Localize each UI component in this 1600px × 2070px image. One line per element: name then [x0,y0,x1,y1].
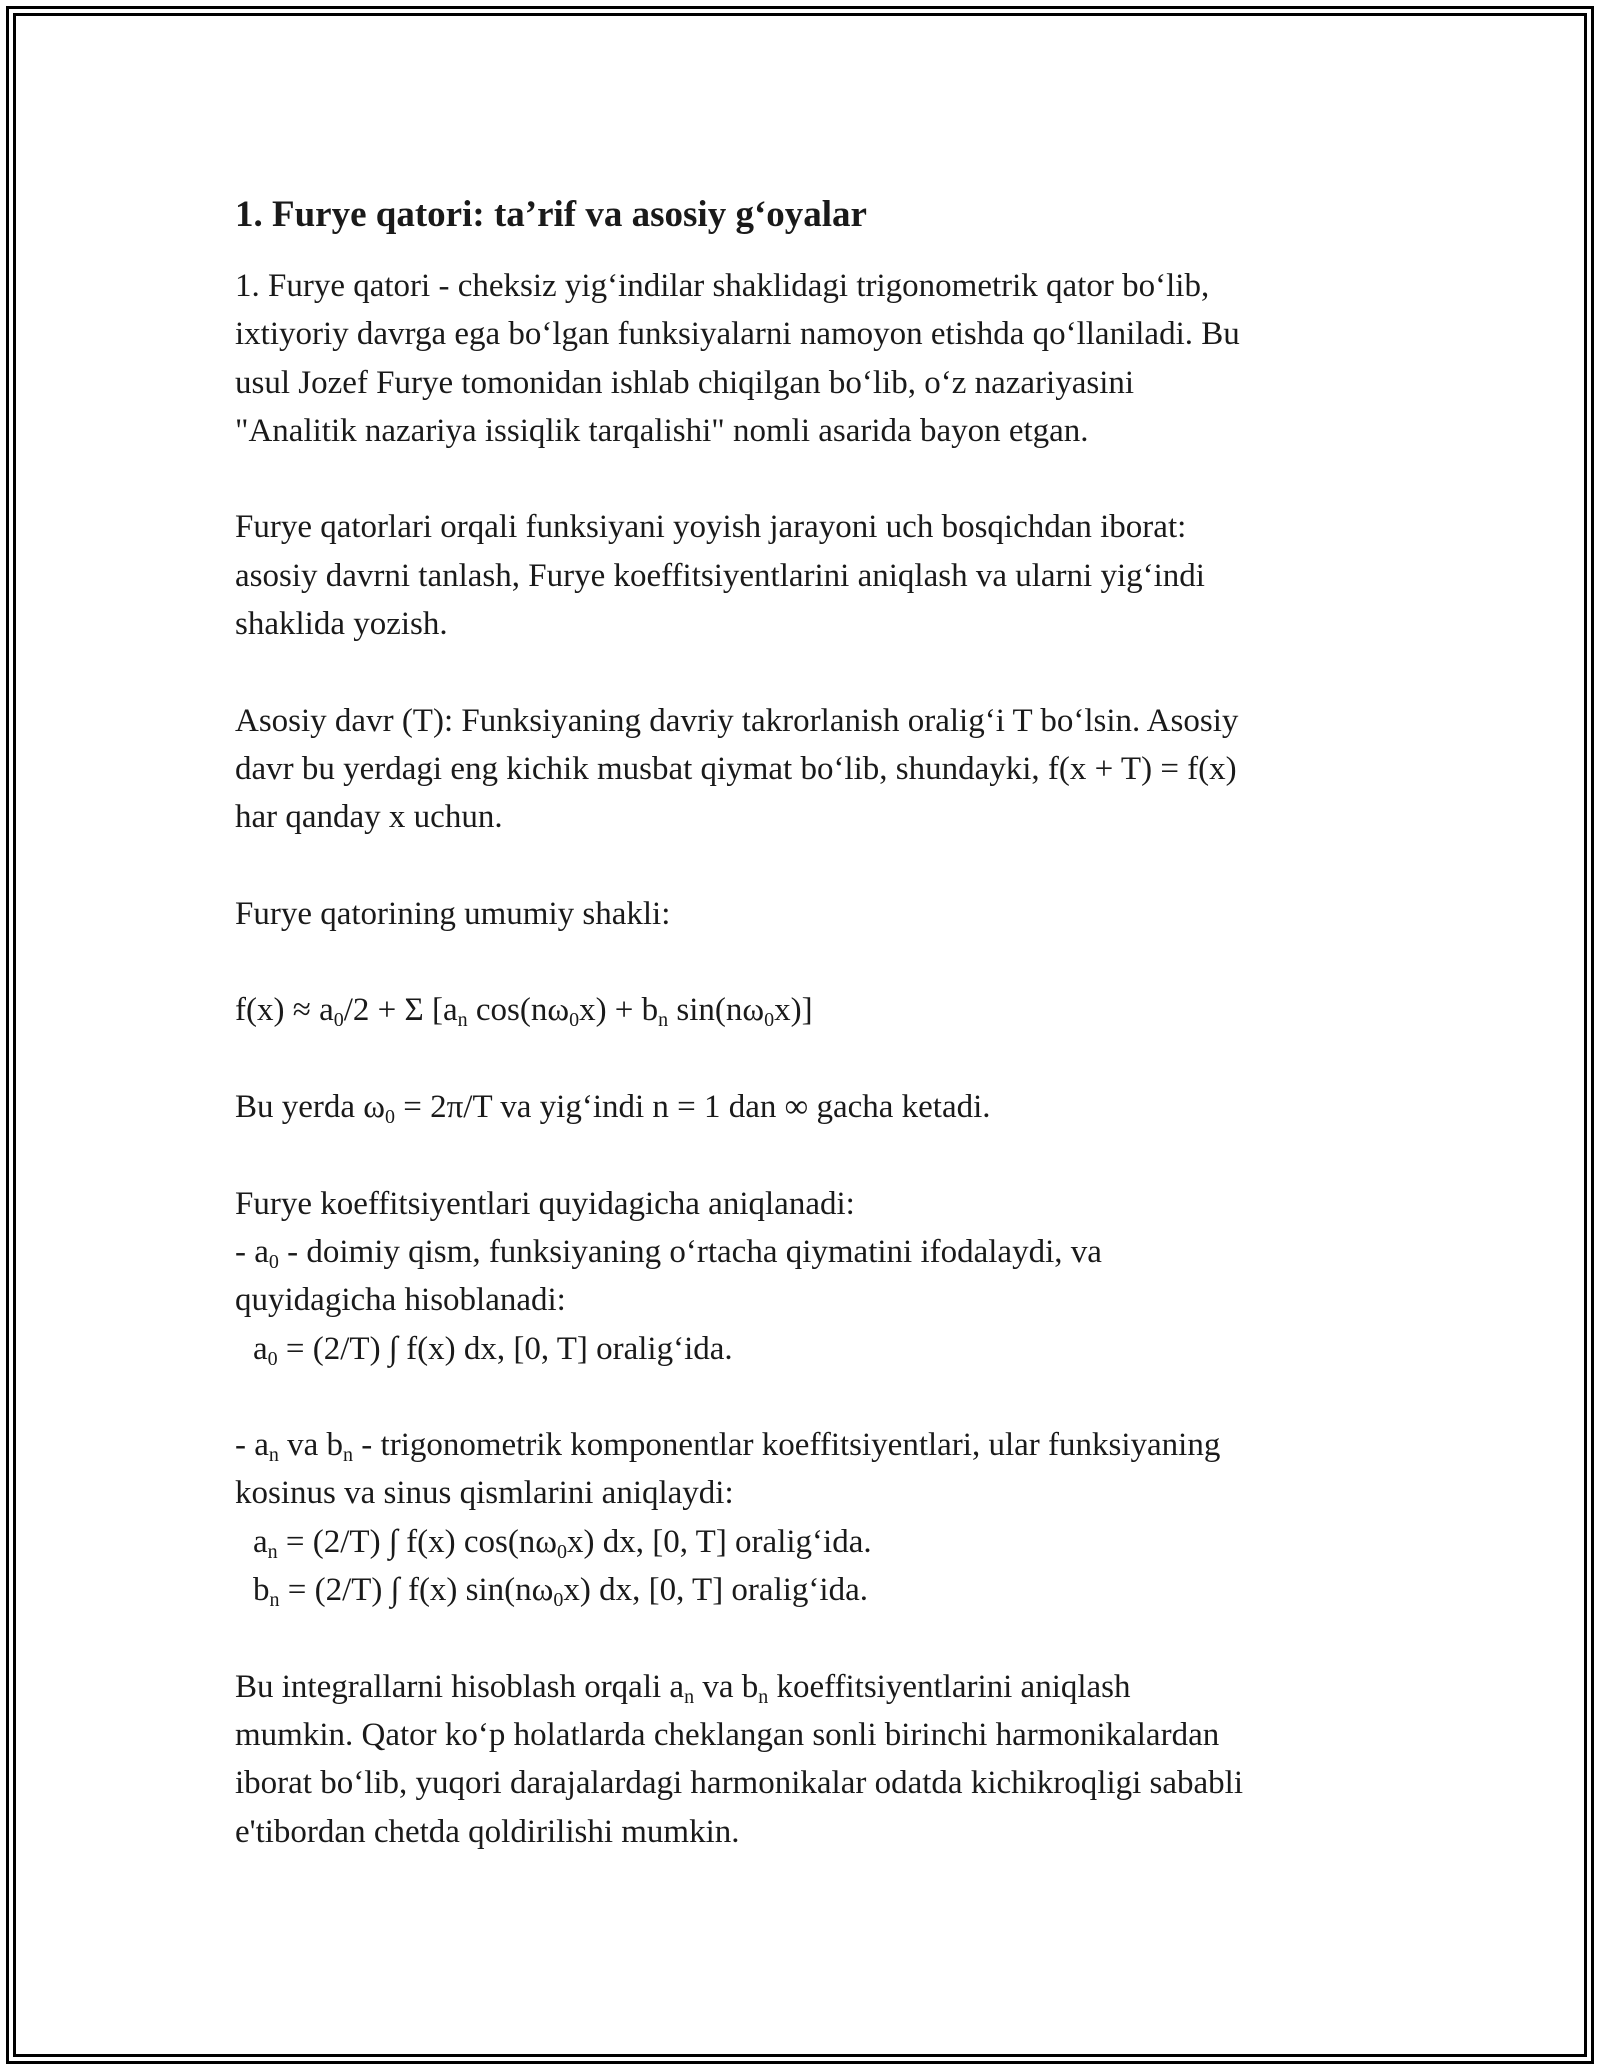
general-form-label: Furye qatorining umumiy shakli: [235,895,671,932]
omega-definition: Bu yerda $\omega_0 = 2\pi/T$ va yig‘indi n = 1 dan ∞ gacha ketadi. [235,1089,991,1129]
text-line: Asosiy davr (T): Funksiyaning davriy takrorlanish oralig‘i T bo‘lsin. Asosiy [235,702,1239,739]
a0-formula: $a_0 = (2/T)$ ∫ f(x) dx, [0, T] oralig‘ida. [253,1330,733,1370]
fourier-series-formula: $f(x) \approx a_0/2 + \Sigma$ [$a_n$ $\cos(n\omega_0x) + b_n$ $\sin(n\omega_0x)$] [235,992,813,1032]
text-line: kosinus va sinus qismlarini aniqlaydi: [235,1475,734,1512]
text-line: usul Jozef Furye tomonidan ishlab chiqilgan bo‘lib, o‘z nazariyasini [235,364,1135,401]
text-line: asosiy davrni tanlash, Furye koeffitsiyentlarini aniqlash va ularni yig‘indi [235,557,1205,594]
text-line: ixtiyoriy davrga ega bo‘lgan funksiyalarni namoyon etishda qo‘llaniladi. Bu [235,316,1240,353]
text-line: iborat bo‘lib, yuqori darajalardagi harmonikalar odatda kichikroqligi sababli [235,1765,1244,1802]
a0-description: - $a_0$ - doimiy qism, funksiyaning o‘rtacha qiymatini ifodalaydi, va [235,1233,1102,1273]
text-line: 1. Furye qatori - cheksiz yig‘indilar shaklidagi trigonometrik qator bo‘lib, [235,268,1210,304]
section-heading: 1. Furye qatori: ta’rif va asosiy g‘oyalar [235,194,867,235]
paragraph-definition [235,262,1370,455]
text-line: mumkin. Qator ko‘p holatlarda cheklangan sonli birinchi harmonikalardan [235,1716,1220,1753]
text-line: quyidagicha hisoblanadi: [235,1282,566,1319]
text-line: e'tibordan chetda qoldirilishi mumkin. [235,1813,740,1850]
text-line: "Analitik nazariya issiqlik tarqalishi" nomli asarida bayon etgan. [235,412,1089,449]
paragraph-period [235,697,1370,842]
coefficients-section [235,1180,1370,1615]
document-body [235,190,1370,1856]
an-formula: $a_n = (2/T)$ ∫ f(x) $\cos(n\omega_0x)$ dx, [0, T] oralig‘ida. [253,1523,872,1563]
text-line: Bu integrallarni hisoblash orqali $a_n$ va $b_n$ koeffitsiyentlarini aniqlash [235,1668,1131,1708]
text-line: shaklida yozish. [235,606,448,643]
paragraph-steps [235,503,1370,648]
text-line: davr bu yerdagi eng kichik musbat qiymat bo‘lib, shundayki, f(x + T) = f(x) [235,750,1237,787]
text-line: Furye koeffitsiyentlari quyidagicha aniqlanadi: [235,1185,855,1222]
text-line: Furye qatorlari orqali funksiyani yoyish jarayoni uch bosqichdan iborat: [235,509,1187,546]
text-line: har qanday x uchun. [235,799,503,836]
an-bn-description: - $a_n$ va $b_n$ - trigonometrik komponentlar koeffitsiyentlari, ular funksiyaning [235,1427,1221,1467]
paragraph-conclusion [235,1663,1370,1856]
bn-formula: $b_n = (2/T)$ ∫ f(x) $\sin(n\omega_0x)$ dx, [0, T] oralig‘ida. [253,1572,868,1612]
